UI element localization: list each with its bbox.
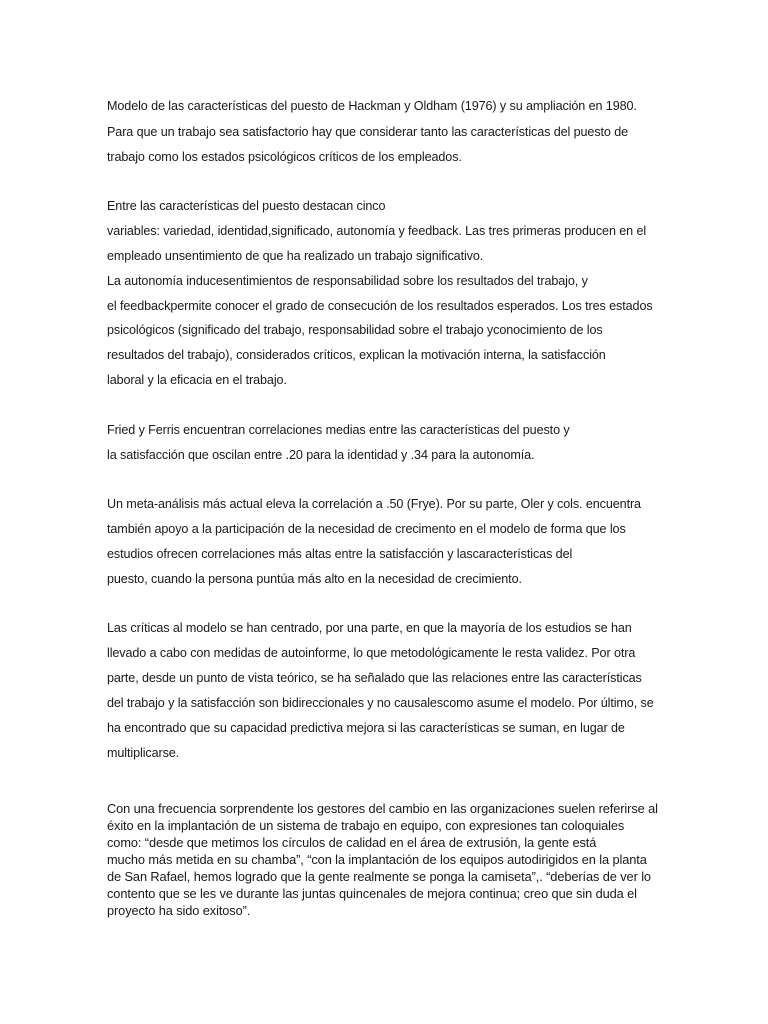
text-line: contento que se les ve durante las juntas quincenales de mejora continua; creo que sin duda el	[107, 886, 637, 901]
text-line: mucho más metida en su chamba”, “con la implantación de los equipos autodirigidos en la planta	[107, 852, 647, 867]
text-line: puesto, cuando la persona puntúa más alto en la necesidad de crecimiento.	[107, 572, 522, 586]
text-line: el feedbackpermite conocer el grado de consecución de los resultados esperados. Los tres estados	[107, 299, 653, 313]
text-line: psicológicos (significado del trabajo, responsabilidad sobre el trabajo yconocimiento de los	[107, 323, 603, 337]
text-line: Un meta-análisis más actual eleva la correlación a .50 (Frye). Por su parte, Oler y cols. encuentra	[107, 497, 641, 511]
text-line: Entre las características del puesto destacan cinco	[107, 199, 386, 213]
text-line: como: “desde que metimos los círculos de calidad en el área de extrusión, la gente está	[107, 835, 597, 850]
text-line: llevado a cabo con medidas de autoinforme, lo que metodológicamente le resta validez. Por otra	[107, 646, 636, 660]
text-line: Modelo de las características del puesto de Hackman y Oldham (1976) y su ampliación en 1980.	[107, 99, 637, 113]
text-line: también apoyo a la participación de la necesidad de crecimento en el modelo de forma que los	[107, 522, 626, 536]
text-line: Para que un trabajo sea satisfactorio hay que considerar tanto las características del puesto de	[107, 125, 629, 139]
text-line: la satisfacción que oscilan entre .20 para la identidad y .34 para la autonomía.	[107, 448, 535, 462]
text-line: Con una frecuencia sorprendente los gestores del cambio en las organizaciones suelen referirse al	[107, 801, 658, 816]
text-line: trabajo como los estados psicológicos críticos de los empleados.	[107, 150, 462, 164]
text-line: proyecto ha sido exitoso”.	[107, 903, 251, 918]
text-line: Fried y Ferris encuentran correlaciones medias entre las características del puesto y	[107, 423, 570, 437]
text-line: laboral y la eficacia en el trabajo.	[107, 373, 287, 387]
text-line: Las críticas al modelo se han centrado, por una parte, en que la mayoría de los estudios se han	[107, 621, 632, 635]
text-line: éxito en la implantación de un sistema de trabajo en equipo, con expresiones tan coloquiales	[107, 818, 625, 833]
text-line: multiplicarse.	[107, 746, 180, 760]
text-line: parte, desde un punto de vista teórico, se ha señalado que las relaciones entre las características	[107, 671, 642, 685]
text-line: variables: variedad, identidad,significado, autonomía y feedback. Las tres primeras producen en el	[107, 224, 647, 238]
text-line: de San Rafael, hemos logrado que la gente realmente se ponga la camiseta”,. “deberías de ver lo	[107, 869, 651, 884]
text-line: resultados del trabajo), considerados críticos, explican la motivación interna, la satisfacción	[107, 348, 606, 362]
text-line: La autonomía inducesentimientos de responsabilidad sobre los resultados del trabajo, y	[107, 274, 588, 288]
text-line: empleado unsentimiento de que ha realizado un trabajo significativo.	[107, 249, 484, 263]
text-line: del trabajo y la satisfacción son bidireccionales y no causalescomo asume el modelo. Por último, se	[107, 696, 654, 710]
text-line: estudios ofrecen correlaciones más altas entre la satisfacción y lascaracterísticas del	[107, 547, 573, 561]
text-line: ha encontrado que su capacidad predictiva mejora si las características se suman, en lugar de	[107, 721, 625, 735]
